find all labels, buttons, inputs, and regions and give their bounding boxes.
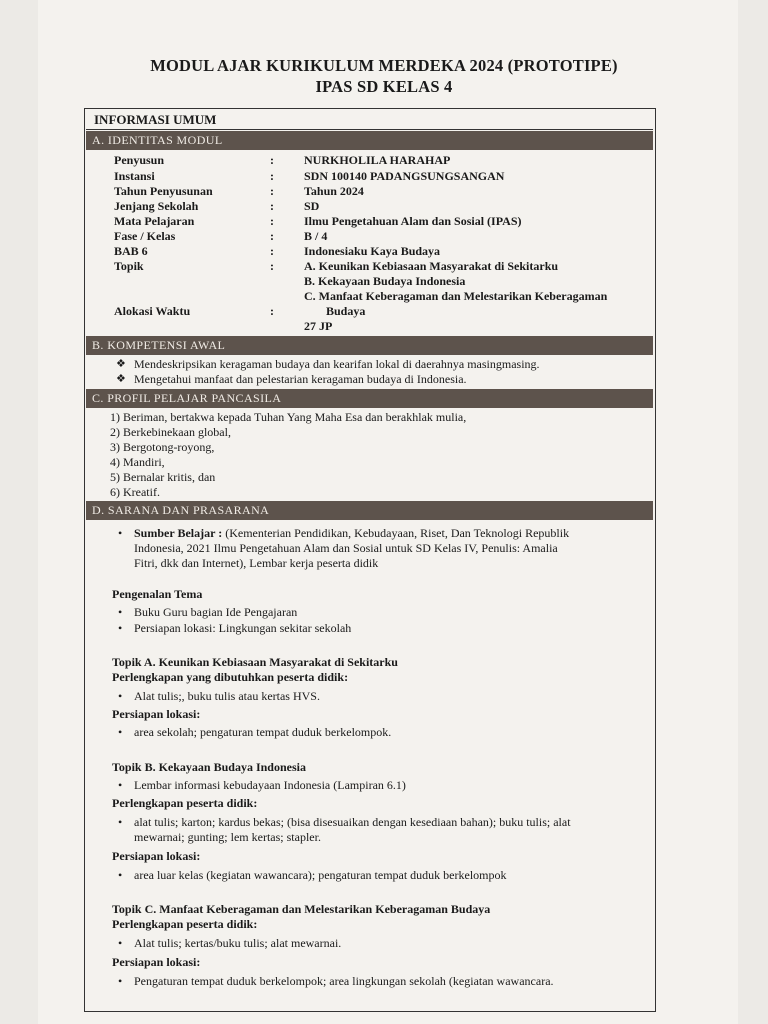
topik-a-title: Topik A. Keunikan Kebiasaan Masyarakat di Sekitarku	[112, 655, 398, 669]
topik-b-title: Topik B. Kekayaan Budaya Indonesia	[112, 760, 306, 774]
mapel-label: Mata Pelajaran	[114, 214, 195, 228]
document-subtitle: IPAS SD KELAS 4	[315, 77, 453, 96]
sumber-text: (Kementerian Pendidikan, Kebudayaan, Riset, Dan Teknologi Republik	[225, 526, 570, 540]
profil-item: 2) Berkebinekaan global,	[110, 425, 231, 439]
bab-value: Indonesiaku Kaya Budaya	[304, 244, 441, 258]
sumber-label: Sumber Belajar :	[134, 526, 223, 540]
sumber-text: Indonesia, 2021 Ilmu Pengetahuan Alam dan Sosial untuk SD Kelas IV, Penulis: Amalia	[134, 541, 558, 555]
section-c-header: C. PROFIL PELAJAR PANCASILA	[86, 389, 653, 408]
section-b-header: B. KOMPETENSI AWAL	[86, 336, 653, 355]
alokasi-label: Alokasi Waktu	[114, 304, 191, 318]
topik-label: Topik	[114, 259, 144, 273]
info-header: INFORMASI UMUM	[86, 110, 653, 130]
section-a-header: A. IDENTITAS MODUL	[86, 131, 653, 150]
colon: :	[270, 229, 274, 243]
profil-item: 4) Mandiri,	[110, 455, 165, 469]
colon: :	[270, 169, 274, 183]
section-d-header: D. SARANA DAN PRASARANA	[86, 501, 653, 520]
pengenalan-title: Pengenalan Tema	[112, 587, 203, 601]
fase-value: B / 4	[304, 229, 328, 243]
colon: :	[270, 184, 274, 198]
kompetensi-item: ❖ Mengetahui manfaat dan pelestarian keragaman budaya di Indonesia.	[134, 372, 467, 386]
colon: :	[270, 259, 274, 273]
topik-b-lokasi: Persiapan lokasi:	[112, 849, 201, 863]
tahun-label: Tahun Penyusunan	[114, 184, 213, 198]
topik-c-title: Topik C. Manfaat Keberagaman dan Melestarikan Keberagaman Budaya	[112, 902, 491, 916]
topik-b: B. Kekayaan Budaya Indonesia	[304, 274, 466, 288]
topik-c-perlengkapan: Perlengkapan peserta didik:	[112, 917, 258, 931]
mapel-value: Ilmu Pengetahuan Alam dan Sosial (IPAS)	[304, 214, 522, 228]
fase-label: Fase / Kelas	[114, 229, 176, 243]
alokasi-value: 27 JP	[304, 319, 333, 333]
penyusun-label: Penyusun	[114, 153, 165, 167]
topik-c-perlengkapan-item: • Alat tulis; kertas/buku tulis; alat mewarnai.	[134, 936, 341, 950]
profil-item: 3) Bergotong-royong,	[110, 440, 215, 454]
bab-label: BAB 6	[114, 244, 148, 258]
profil-item: 6) Kreatif.	[110, 485, 160, 499]
topik-c-lokasi-item: • Pengaturan tempat duduk berkelompok; area lingkungan sekolah (kegiatan wawancara.	[134, 974, 554, 988]
topik-c-cont: Budaya	[326, 304, 366, 318]
topik-b-perlengkapan-item: • alat tulis; karton; kardus bekas; (bisa disesuaikan dengan kesediaan bahan); buku tulis; alat	[134, 815, 571, 829]
jenjang-value: SD	[304, 199, 320, 213]
sumber-belajar	[134, 526, 569, 540]
topik-b-perlengkapan: Perlengkapan peserta didik:	[112, 796, 258, 810]
topik-c: C. Manfaat Keberagaman dan Melestarikan Keberagaman	[304, 289, 608, 303]
sumber-text: Fitri, dkk dan Internet), Lembar kerja peserta didik	[134, 556, 379, 570]
profil-item: 1) Beriman, bertakwa kepada Tuhan Yang Maha Esa dan berakhlak mulia,	[110, 410, 467, 424]
colon: :	[270, 214, 274, 228]
penyusun-value: NURKHOLILA HARAHAP	[304, 153, 451, 167]
profil-item: 5) Bernalar kritis, dan	[110, 470, 216, 484]
topik-a-perlengkapan: Perlengkapan yang dibutuhkan peserta didik:	[112, 670, 349, 684]
instansi-label: Instansi	[114, 169, 155, 183]
topik-a-lokasi: Persiapan lokasi:	[112, 707, 201, 721]
topik-b-perlengkapan-item: mewarnai; gunting; lem kertas; stapler.	[134, 830, 321, 844]
topik-a-perlengkapan-item: • Alat tulis;, buku tulis atau kertas HVS.	[134, 689, 320, 703]
tahun-value: Tahun 2024	[304, 184, 364, 198]
colon: :	[270, 199, 274, 213]
instansi-value: SDN 100140 PADANGSUNGSANGAN	[304, 169, 505, 183]
jenjang-label: Jenjang Sekolah	[114, 199, 199, 213]
topik-a: A. Keunikan Kebiasaan Masyarakat di Sekitarku	[304, 259, 559, 273]
pengenalan-item: • Buku Guru bagian Ide Pengajaran	[134, 605, 297, 619]
document-title: MODUL AJAR KURIKULUM MERDEKA 2024 (PROTOTIPE)	[150, 56, 618, 75]
topik-b-lokasi-item: • area luar kelas (kegiatan wawancara); pengaturan tempat duduk berkelompok	[134, 868, 507, 882]
pengenalan-item: • Persiapan lokasi: Lingkungan sekitar sekolah	[134, 621, 351, 635]
colon: :	[270, 153, 274, 167]
topik-c-lokasi: Persiapan lokasi:	[112, 955, 201, 969]
topik-a-lokasi-item: • area sekolah; pengaturan tempat duduk berkelompok.	[134, 725, 391, 739]
colon: :	[270, 304, 274, 318]
kompetensi-item: ❖ Mendeskripsikan keragaman budaya dan kearifan lokal di daerahnya masingmasing.	[134, 357, 540, 371]
colon: :	[270, 244, 274, 258]
topik-b-item: • Lembar informasi kebudayaan Indonesia (Lampiran 6.1)	[134, 778, 406, 792]
